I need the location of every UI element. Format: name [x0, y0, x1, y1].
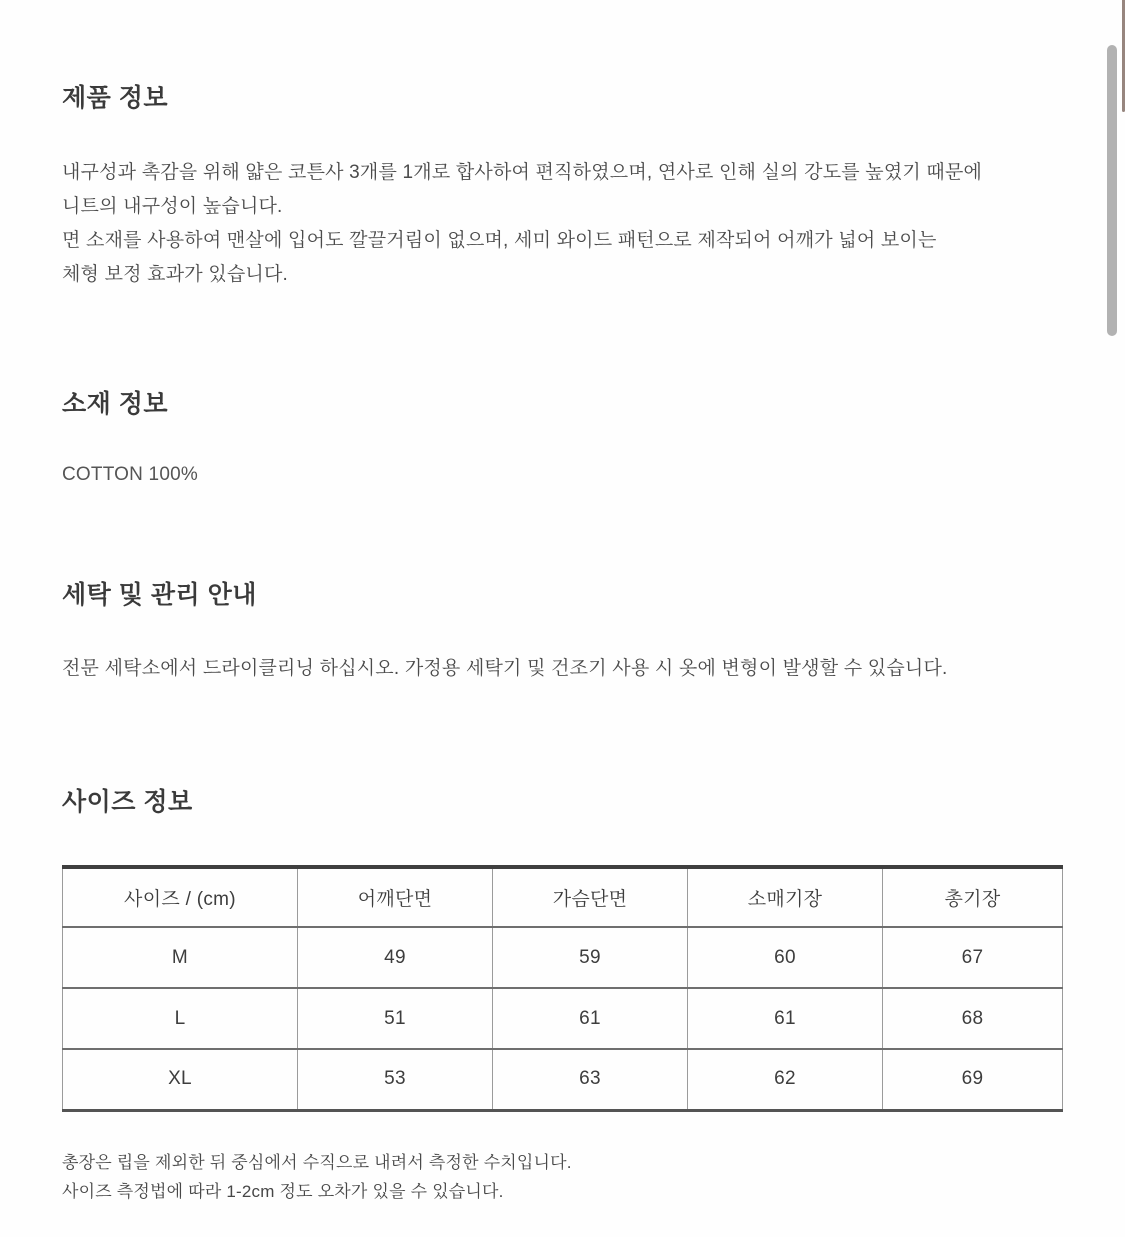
size-table-container: [62, 865, 1062, 1112]
size-table: [62, 865, 1063, 1112]
care-guide-heading: 세탁 및 관리 안내: [62, 581, 257, 609]
size-cell: 51: [298, 988, 493, 1049]
size-cell: M: [63, 927, 298, 988]
size-cell: 60: [688, 927, 883, 988]
size-cell: L: [63, 988, 298, 1049]
product-info-line: 내구성과 촉감을 위해 얇은 코튼사 3개를 1개로 합사하여 편직하였으며, 연사로 인해 실의 강도를 높였기 때문에: [62, 162, 983, 183]
scrollbar-thumb[interactable]: [1107, 45, 1117, 336]
care-instruction: 전문 세탁소에서 드라이클리닝 하십시오. 가정용 세탁기 및 건조기 사용 시 옷에 변형이 발생할 수 있습니다.: [62, 658, 948, 679]
size-table-row-xl: [63, 1049, 1063, 1110]
product-info-line: 면 소재를 사용하여 맨살에 입어도 깔끌거림이 없으며, 세미 와이드 패턴으로 제작되어 어깨가 넓어 보이는: [62, 230, 937, 251]
size-table-header-cell: 어깨단면: [298, 867, 493, 927]
material-info-heading: 소재 정보: [62, 390, 169, 418]
size-table-row-m: [63, 927, 1063, 988]
size-notes: [62, 1148, 1075, 1206]
size-table-header-cell: 총기장: [883, 867, 1063, 927]
product-info-heading: 제품 정보: [62, 84, 169, 112]
size-table-header-row: [63, 867, 1063, 927]
size-cell: 49: [298, 927, 493, 988]
size-info-heading: 사이즈 정보: [62, 788, 193, 816]
size-cell: 67: [883, 927, 1063, 988]
size-table-row-l: [63, 988, 1063, 1049]
size-cell: 61: [688, 988, 883, 1049]
material-composition: [62, 461, 1075, 489]
size-table-header-cell: 사이즈 / (cm): [63, 867, 298, 927]
size-note-line: 사이즈 측정법에 따라 1-2cm 정도 오차가 있을 수 있습니다.: [62, 1182, 504, 1201]
product-info-paragraph: [62, 156, 1075, 292]
size-table-header-cell: 가슴단면: [493, 867, 688, 927]
size-cell: 59: [493, 927, 688, 988]
size-cell: 63: [493, 1049, 688, 1110]
size-note-line: 총장은 립을 제외한 뒤 중심에서 수직으로 내려서 측정한 수치입니다.: [62, 1153, 572, 1172]
size-cell: 62: [688, 1049, 883, 1110]
material-composition-value: COTTON 100%: [62, 464, 198, 485]
size-cell: 61: [493, 988, 688, 1049]
size-cell: 69: [883, 1049, 1063, 1110]
size-cell: 53: [298, 1049, 493, 1110]
size-table-header-cell: 소매기장: [688, 867, 883, 927]
care-guide-text: [62, 655, 1075, 683]
size-cell: 68: [883, 988, 1063, 1049]
product-info-line: 체형 보정 효과가 있습니다.: [62, 264, 289, 285]
product-info-line: 니트의 내구성이 높습니다.: [62, 196, 283, 217]
size-cell: XL: [63, 1049, 298, 1110]
